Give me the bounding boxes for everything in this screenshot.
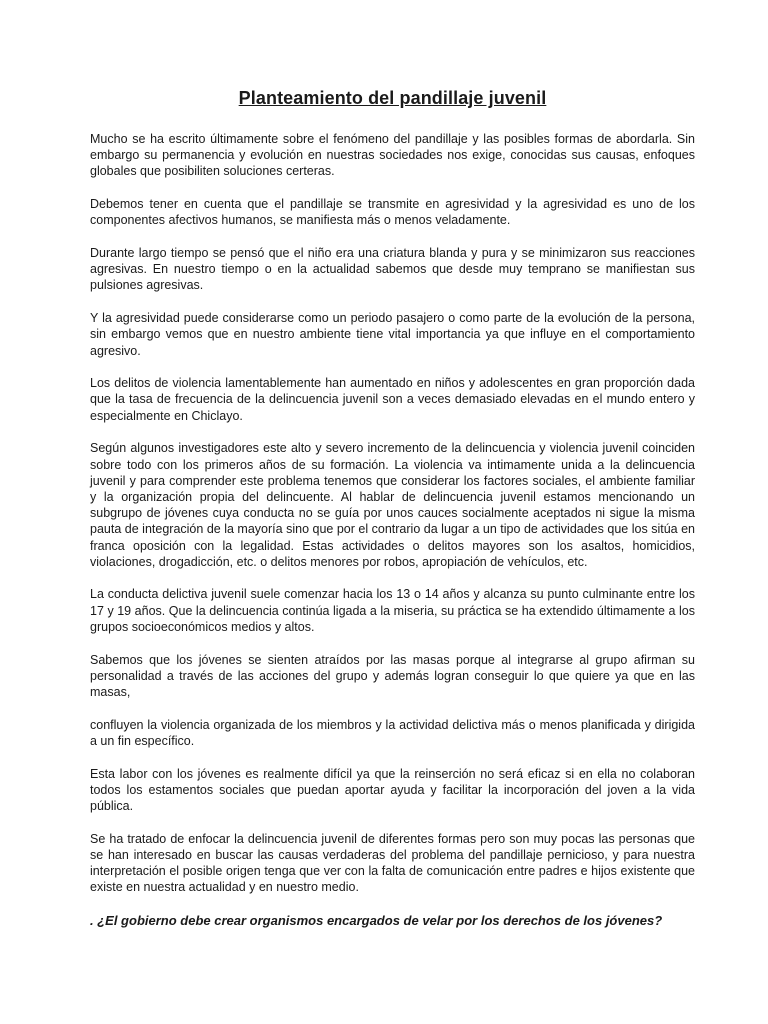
paragraph-6: Según algunos investigadores este alto y severo incremento de la delincuencia y violencia juvenil coinciden sobre todo con los primeros años de su formación. La violencia va intimamente unida a la delincuencia juvenil y para comprender este problema tenemos que considerar los factores sociales, el ambiente familiar y la organización propia del delincuente. Al hablar de delincuencia juvenil estamos mencionando un subgrupo de jóvenes cuya conducta no se guía por unos cauces socialmente aceptados ni sigue la misma pauta de integración de la mayoría sino que por el contrario da lugar a un tipo de actividades que los sitúa en franca oposición con la legalidad. Estas actividades o delitos mayores son los asaltos, homicidios, violaciones, drogadicción, etc. o delitos menores por robos, apropiación de vehículos, etc. <box>90 441 695 569</box>
paragraph-9: confluyen la violencia organizada de los miembros y la actividad delictiva más o menos planificada y dirigida a un fin específico. <box>90 717 695 748</box>
paragraph-11: Se ha tratado de enfocar la delincuencia juvenil de diferentes formas pero son muy pocas las personas que se han interesado en buscar las causas verdaderas del problema del pandillaje pernicioso, y para nuestra interpretación el posible origen tenga que ver con la falta de comunicación entre padres e hijos existente que existe en nuestra actualidad y en nuestro medio. <box>90 831 695 895</box>
paragraph-10: Esta labor con los jóvenes es realmente difícil ya que la reinserción no será eficaz si en ella no colaboran todos los estamentos sociales que puedan aportar ayuda y facilitar la incorporación del joven a la vida pública. <box>90 766 695 813</box>
document-title: Planteamiento del pandillaje juvenil <box>238 88 547 108</box>
document-page <box>90 88 695 929</box>
closing-question: . ¿El gobierno debe crear organismos encargados de velar por los derechos de los jóvenes? <box>90 913 663 929</box>
paragraph-1: Mucho se ha escrito últimamente sobre el fenómeno del pandillaje y las posibles formas de abordarla. Sin embargo su permanencia y evolución en nuestras sociedades nos exige, conocidas sus causas, enfoques globales que posibiliten soluciones certeras. <box>90 132 695 179</box>
paragraph-8: Sabemos que los jóvenes se sienten atraídos por las masas porque al integrarse al grupo afirman su personalidad a través de las acciones del grupo y además logran conseguir lo que quiere ya que en las masas, <box>90 652 695 699</box>
paragraph-2: Debemos tener en cuenta que el pandillaje se transmite en agresividad y la agresividad es uno de los componentes afectivos humanos, se manifiesta más o menos veladamente. <box>90 197 695 228</box>
paragraph-5: Los delitos de violencia lamentablemente han aumentado en niños y adolescentes en gran proporción dada que la tasa de frecuencia de la delincuencia juvenil son a veces demasiado elevadas en el mundo entero y especialmente en Chiclayo. <box>90 376 695 423</box>
paragraph-4: Y la agresividad puede considerarse como un periodo pasajero o como parte de la evolución de la persona, sin embargo vemos que en nuestro ambiente tiene vital importancia ya que influye en el comportamiento agresivo. <box>90 311 695 358</box>
paragraph-7: La conducta delictiva juvenil suele comenzar hacia los 13 o 14 años y alcanza su punto culminante entre los 17 y 19 años. Que la delincuencia continúa ligada a la miseria, su práctica se ha extendido últimamente a los grupos socioeconómicos medios y altos. <box>90 587 695 634</box>
paragraph-3: Durante largo tiempo se pensó que el niño era una criatura blanda y pura y se minimizaron sus reacciones agresivas. En nuestro tiempo o en la actualidad sabemos que desde muy temprano se manifiestan sus pulsiones agresivas. <box>90 246 695 293</box>
